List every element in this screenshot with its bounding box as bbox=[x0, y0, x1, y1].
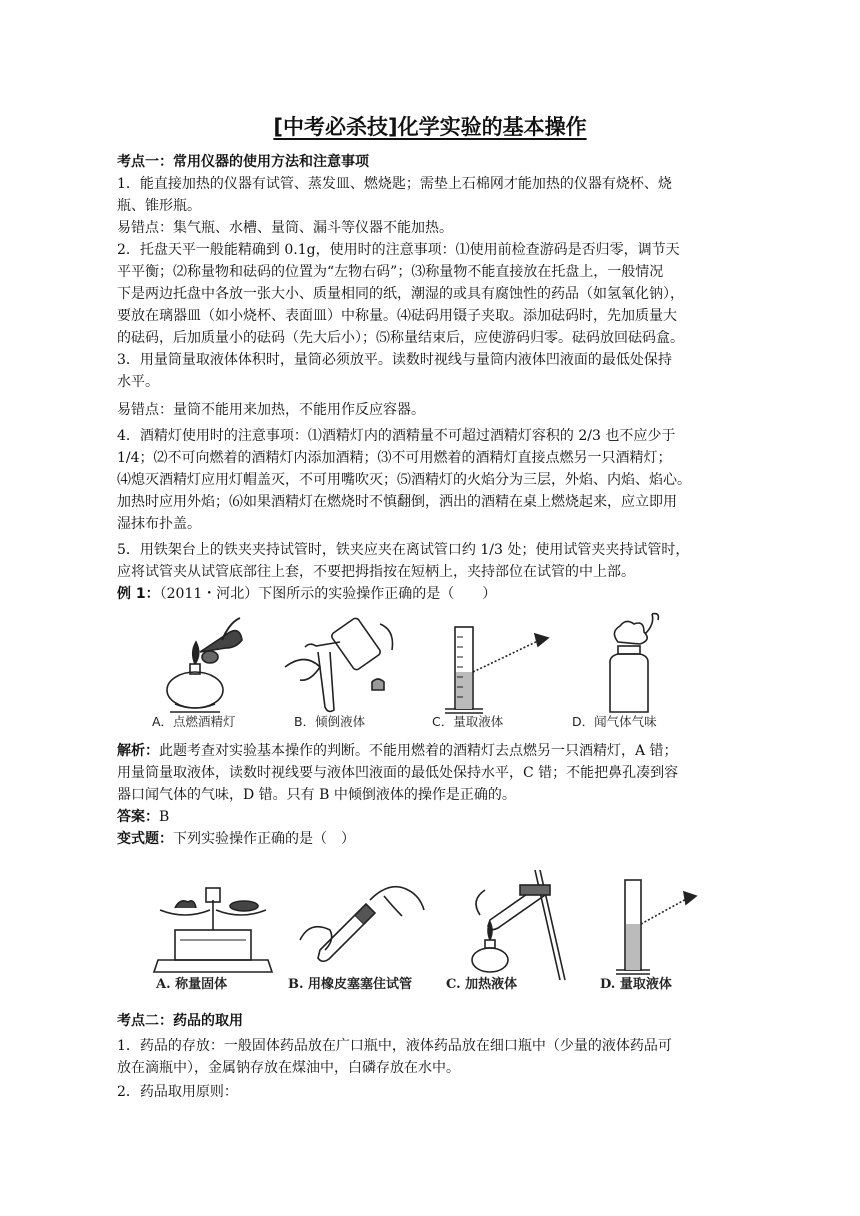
variant bbox=[117, 828, 757, 850]
paragraph-line: 的砝码，后加质量小的砝码（先大后小）；⑸称量结束后，应使游码归零。砝码放回砝码盒。 bbox=[117, 330, 684, 346]
section2-heading: 考点二：药品的取用 bbox=[117, 1013, 243, 1029]
pouring-liquid-illustration bbox=[285, 617, 393, 712]
paragraph-line: 1/4；⑵不可向燃着的酒精灯内添加酒精；⑶不可用燃着的酒精灯直接点燃另一只酒精灯； bbox=[117, 450, 672, 466]
analysis-line: 此题考查对实验基本操作的判断。不能用燃着的酒精灯去点燃另一只酒精灯，A 错； bbox=[159, 743, 678, 759]
caption-c: C. 加热液体 bbox=[446, 977, 518, 992]
stopper-illustration bbox=[300, 887, 424, 962]
paragraph-line: 3．用量筒量取液体体积时，量筒必须放平。读数时视线与量筒内液体凹液面的最低处保持 bbox=[117, 352, 672, 368]
paragraph-line: 2．托盘天平一般能精确到 0.1g，使用时的注意事项：⑴使用前检查游码是否归零，调节天 bbox=[117, 242, 680, 258]
variant-figure bbox=[140, 860, 720, 1000]
paragraph-line: 易错点：集气瓶、水槽、量筒、漏斗等仪器不能加热。 bbox=[117, 220, 453, 236]
cylinder-illustration bbox=[445, 627, 548, 713]
variant-text: 下列实验操作正确的是（ ） bbox=[173, 831, 355, 847]
paragraph-line: 4．酒精灯使用时的注意事项：⑴酒精灯内的酒精量不可超过酒精灯容积的 2/3 也不应少于 bbox=[117, 428, 676, 444]
caption-a: A. 称量固体 bbox=[156, 977, 228, 992]
heating-liquid-illustration bbox=[472, 870, 565, 980]
paragraph-line: 要放在璃器皿（如小烧杯、表面皿）中称量。⑷砝码用镊子夹取。添加砝码时，先加质量大 bbox=[117, 308, 677, 324]
caption-b: B．倾倒液体 bbox=[294, 714, 366, 729]
paragraph-line: 平平衡；⑵称量物和砝码的位置为“左物右码”；⑶称量物不能直接放在托盘上，一般情况 bbox=[117, 264, 664, 280]
caption-c: C．量取液体 bbox=[432, 714, 504, 729]
caption-d: D. 量取液体 bbox=[600, 977, 672, 992]
variant-label: 变式题： bbox=[117, 831, 173, 847]
section1-heading: 考点一：常用仪器的使用方法和注意事项 bbox=[117, 154, 369, 170]
paragraph-line: 应将试管夹从试管底部往上套，不要把拇指按在短柄上，夹持部位在试管的中上部。 bbox=[117, 564, 635, 580]
example1 bbox=[117, 583, 757, 605]
balance-illustration bbox=[154, 888, 272, 972]
paragraph-line: 加热时应用外焰；⑹如果酒精灯在燃烧时不慎翻倒，洒出的酒精在桌上燃烧起来，应立即用 bbox=[117, 494, 677, 510]
paragraph-line: 水平。 bbox=[117, 374, 159, 390]
example1-label: 例 1： bbox=[117, 586, 160, 602]
example1-text: （2011・河北）下图所示的实验操作正确的是（ ） bbox=[159, 586, 497, 602]
caption-a: A．点燃酒精灯 bbox=[152, 714, 236, 729]
analysis-line: 器口闻气体的气味，D 错。只有 B 中倾倒液体的操作是正确的。 bbox=[117, 787, 516, 803]
page-title: [中考必杀技]化学实验的基本操作 bbox=[273, 115, 587, 139]
paragraph-line: 1．药品的存放：一般固体药品放在广口瓶中，液体药品放在细口瓶中（少量的液体药品可 bbox=[117, 1038, 672, 1054]
paragraph-line: 5．用铁架台上的铁夹夹持试管时，铁夹应夹在离试管口约 1/3 处；使用试管夹夹持试管时， bbox=[117, 542, 690, 558]
paragraph-line: 放在滴瓶中），金属钠存放在煤油中，白磷存放在水中。 bbox=[117, 1060, 460, 1076]
paragraph-line: 下是两边托盘中各放一张大小、质量相同的纸，潮湿的或具有腐蚀性的药品（如氢氧化钠）， bbox=[117, 286, 684, 302]
paragraph-line: 2．药品取用原则： bbox=[117, 1084, 238, 1100]
answer-label: 答案： bbox=[117, 809, 159, 825]
analysis-line: 用量筒量取液体，读数时视线要与液体凹液面的最低处保持水平，C 错；不能把鼻孔凑到容 bbox=[117, 765, 679, 781]
caption-b: B. 用橡皮塞塞住试管 bbox=[288, 977, 413, 992]
paragraph-line: 1．能直接加热的仪器有试管、蒸发皿、燃烧匙；需垫上石棉网才能加热的仪器有烧杯、烧 bbox=[117, 176, 672, 192]
analysis bbox=[117, 740, 757, 762]
example1-figure bbox=[140, 612, 680, 732]
answer-value: B bbox=[159, 809, 170, 825]
alcohol-lamp-illustration bbox=[167, 618, 242, 712]
smelling-gas-illustration bbox=[610, 614, 658, 712]
cylinder-illustration-2 bbox=[616, 880, 696, 974]
paragraph-line: 瓶、锥形瓶。 bbox=[117, 198, 201, 214]
paragraph-line: 湿抹布扑盖。 bbox=[117, 516, 201, 532]
paragraph-line: 易错点：量筒不能用来加热，不能用作反应容器。 bbox=[117, 402, 425, 418]
analysis-label: 解析： bbox=[117, 743, 159, 759]
paragraph-line: ⑷熄灭酒精灯应用灯帽盖灭，不可用嘴吹灭；⑸酒精灯的火焰分为三层，外焰、内焰、焰心。 bbox=[117, 472, 691, 488]
answer bbox=[117, 806, 757, 828]
caption-d: D．闻气体气味 bbox=[572, 714, 657, 729]
